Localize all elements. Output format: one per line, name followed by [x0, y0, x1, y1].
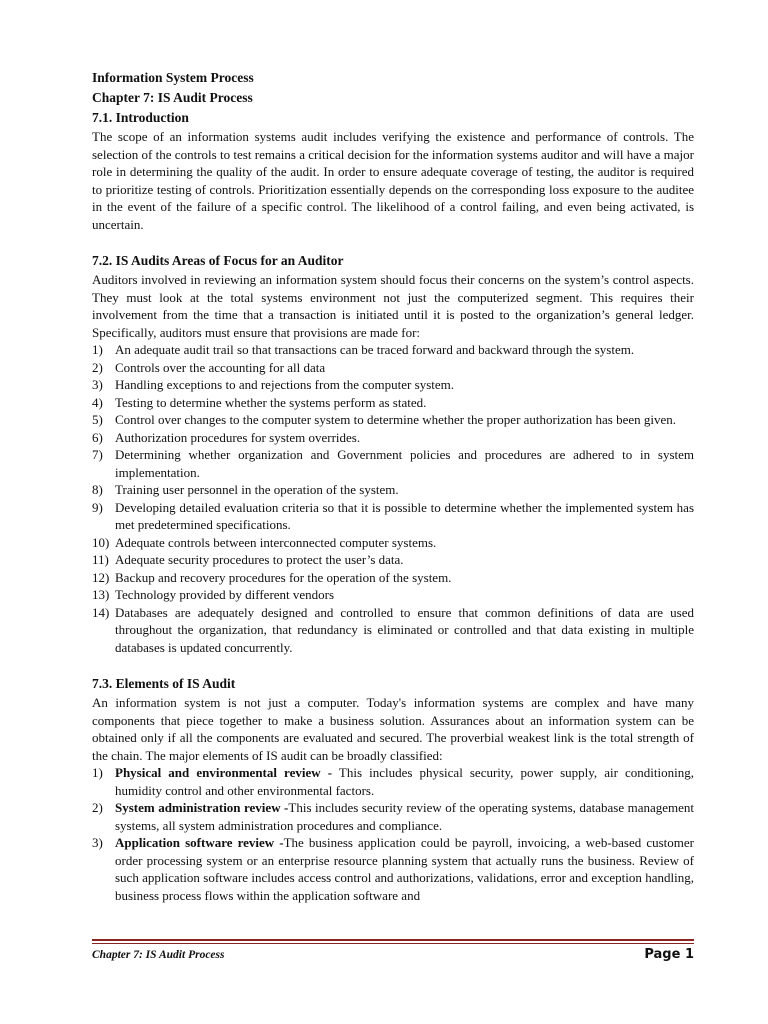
list-item-number: 1) [92, 342, 103, 357]
page-content [92, 68, 694, 904]
list-item-number: 3) [92, 377, 103, 392]
list-item-description: This includes security review of the operating systems, database management systems, all system administration procedures and compliance. [115, 800, 694, 833]
section-heading-7-3: 7.3. Elements of IS Audit [92, 676, 236, 691]
list-item-number: 12) [92, 569, 110, 585]
list-item-number: 4) [92, 394, 103, 410]
list-item-description: This includes physical security, power supply, air conditioning, humidity control and other environmental factors. [115, 765, 694, 798]
list-item-text: Developing detailed evaluation criteria so that it is possible to determine whether the implemented system has met predetermined specifications. [115, 499, 694, 532]
list-item-text: Determining whether organization and Government policies and procedures are adhered to in system implementation. [115, 447, 694, 480]
page-number: Page 1 [644, 947, 694, 962]
list-item-number: 7) [92, 447, 103, 462]
list-item-text: Technology provided by different vendors [115, 587, 335, 602]
list-item-text: Adequate security procedures to protect the user’s data. [115, 552, 404, 567]
list-item-number: 10) [92, 534, 110, 550]
list-item-text [115, 799, 694, 834]
list-item [92, 799, 694, 834]
list-item [92, 359, 694, 377]
list-item-text: Databases are adequately designed and controlled to ensure that common definitions of data are used throughout the organization, that redundancy is eliminated or controlled and that data existing in multiple databases is updated concurrently. [115, 604, 694, 655]
list-item-number: 6) [92, 429, 103, 445]
list-item-description: The business application could be payroll, invoicing, a web-based customer order processing system or an enterprise resource planning system that actually runs the business. Review of such application software includes access control and authorizations, validations, error and exception handling, business process flows within the application software and [115, 835, 694, 903]
focus-areas-list [92, 341, 694, 656]
list-item-number: 13) [92, 587, 110, 602]
section-paragraph-7-3: An information system is not just a computer. Today's information systems are complex and have many components that piece together to make a business solution. Assurances about an information system can be obtained only if all the components are evaluated and secured. The proverbial weakest link is the total strength of the chain. The major elements of IS audit can be broadly classified: [92, 695, 694, 763]
list-item [92, 604, 694, 657]
list-item [92, 499, 694, 534]
list-item [92, 764, 694, 799]
list-item [92, 394, 694, 412]
section-paragraph-7-2: Auditors involved in reviewing an information system should focus their concerns on the system’s control aspects. They must look at the total systems environment not just the computerized segment. This requires their involvement from the time that a transaction is initiated until it is posted to the organization’s general ledger. Specifically, auditors must ensure that provisions are made for: [92, 272, 694, 340]
list-item-term: Application software review - [115, 835, 284, 850]
footer-chapter-label: Chapter 7: IS Audit Process [92, 949, 225, 961]
list-item-text: Handling exceptions to and rejections from the computer system. [115, 377, 454, 392]
list-item-term: System administration review - [115, 800, 289, 815]
list-item-text [115, 764, 694, 799]
section-heading-7-1: 7.1. Introduction [92, 110, 189, 125]
list-item-number: 1) [92, 765, 103, 780]
list-item-number: 14) [92, 604, 110, 620]
list-item [92, 341, 694, 359]
list-item-text: An adequate audit trail so that transactions can be traced forward and backward through the system. [115, 342, 635, 357]
list-item-text: Backup and recovery procedures for the operation of the system. [115, 569, 452, 585]
list-item [92, 376, 694, 394]
list-item-number: 9) [92, 499, 103, 515]
list-item-number: 8) [92, 482, 103, 497]
list-item [92, 534, 694, 552]
list-item [92, 551, 694, 569]
section-paragraph-7-1: The scope of an information systems audit includes verifying the existence and performance of controls. The selection of the controls to test remains a critical decision for the information systems auditor and will have a major role in determining the quality of the audit. In order to ensure adequate coverage of testing, the auditor is required to prioritize testing of controls. Prioritization essentially depends on the corresponding loss exposure to the auditee in the event of the failure of a specific control. The likelihood of a control failing, and even being activated, is uncertain. [92, 129, 694, 232]
list-item [92, 569, 694, 587]
list-item [92, 586, 694, 604]
list-item-text: Testing to determine whether the systems perform as stated. [115, 394, 427, 410]
list-item-number: 2) [92, 800, 103, 815]
list-item-text [115, 834, 694, 904]
list-item-number: 2) [92, 359, 103, 375]
list-item [92, 429, 694, 447]
chapter-title: Chapter 7: IS Audit Process [92, 90, 253, 105]
list-item-text: Adequate controls between interconnected computer systems. [115, 534, 437, 550]
list-item [92, 446, 694, 481]
footer-divider [92, 939, 694, 941]
list-item-text: Control over changes to the computer system to determine whether the proper authorization has been given. [115, 412, 676, 427]
list-item-text: Training user personnel in the operation of the system. [115, 482, 399, 497]
list-item [92, 834, 694, 904]
list-item [92, 481, 694, 499]
list-item-number: 5) [92, 412, 103, 427]
list-item-text: Controls over the accounting for all data [115, 359, 326, 375]
audit-elements-list [92, 764, 694, 904]
list-item-number: 3) [92, 835, 103, 850]
list-item [92, 411, 694, 429]
footer-divider-thin [92, 943, 694, 944]
list-item-text: Authorization procedures for system overrides. [115, 429, 361, 445]
document-title: Information System Process [92, 70, 254, 85]
section-heading-7-2: 7.2. IS Audits Areas of Focus for an Auditor [92, 253, 344, 268]
list-item-term: Physical and environmental review - [115, 765, 333, 780]
list-item-number: 11) [92, 552, 109, 567]
